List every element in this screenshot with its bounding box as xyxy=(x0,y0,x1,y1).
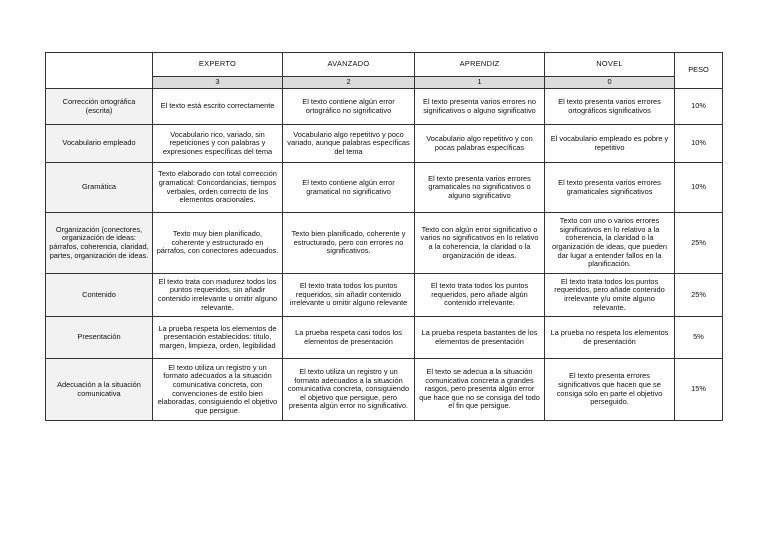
peso-value: 25% xyxy=(675,274,723,317)
descriptor-aprendiz: El texto se adecua a la situación comunicativa concreta a grandes rasgos, pero presenta algún error que hace que no se consiga del todo el fin que persigue. xyxy=(415,359,545,421)
peso-value: 5% xyxy=(675,317,723,359)
descriptor-experto: Vocabulario rico, variado, sin repeticiones y con palabras y expresiones específicas del tema xyxy=(153,125,283,163)
descriptor-experto: El texto está escrito correctamente xyxy=(153,89,283,125)
peso-value: 10% xyxy=(675,163,723,213)
table-row xyxy=(46,317,723,359)
descriptor-avanzado: El texto contiene algún error gramatical no significativo xyxy=(283,163,415,213)
criterion-label: Vocabulario empleado xyxy=(46,125,153,163)
descriptor-experto: El texto trata con madurez todos los puntos requeridos, sin añadir contenido irrelevante u omitir alguno relevante. xyxy=(153,274,283,317)
header-row xyxy=(46,53,723,77)
descriptor-aprendiz: Texto con algún error significativo o varios no significativos en lo relativo a la coherencia, la claridad o la organización de ideas. xyxy=(415,213,545,274)
descriptor-avanzado: Texto bien planificado, coherente y estructurado, pero con errores no significativos. xyxy=(283,213,415,274)
descriptor-novel: Texto con uno o varios errores significativos en lo relativo a la coherencia, la claridad o la organización de ideas, que pueden dar lugar a entender fallos en la planificación. xyxy=(545,213,675,274)
level-header-avanzado: AVANZADO xyxy=(283,53,415,77)
level-header-experto: EXPERTO xyxy=(153,53,283,77)
descriptor-experto: Texto elaborado con total corrección gramatical: Concordancias, tiempos verbales, orden correcto de los elementos oracionales. xyxy=(153,163,283,213)
descriptor-avanzado: La prueba respeta casi todos los elementos de presentación xyxy=(283,317,415,359)
criterion-label: Gramática xyxy=(46,163,153,213)
descriptor-avanzado: El texto contiene algún error ortográfico no significativo xyxy=(283,89,415,125)
descriptor-aprendiz: La prueba respeta bastantes de los elementos de presentación xyxy=(415,317,545,359)
descriptor-aprendiz: Vocabulario algo repetitivo y con pocas palabras específicas xyxy=(415,125,545,163)
descriptor-novel: El texto trata todos los puntos requeridos, pero añade contenido irrelevante y/u omite alguno relevante. xyxy=(545,274,675,317)
criterion-label: Contenido xyxy=(46,274,153,317)
peso-value: 15% xyxy=(675,359,723,421)
descriptor-avanzado: El texto utiliza un registro y un formato adecuados a la situación comunicativa concreta, consiguiendo el objetivo que persigue, pero presenta algún error no significativo. xyxy=(283,359,415,421)
descriptor-experto: La prueba respeta los elementos de presentación establecidos: título, margen, limpieza, orden, legibilidad xyxy=(153,317,283,359)
descriptor-novel: El texto presenta varios errores gramaticales significativos xyxy=(545,163,675,213)
descriptor-experto: El texto utiliza un registro y un formato adecuados a la situación comunicativa concreta, con convenciones de estilo bien elaboradas, consiguiendo el objetivo que persigue. xyxy=(153,359,283,421)
descriptor-aprendiz: El texto presenta varios errores no significativos o alguno significativo xyxy=(415,89,545,125)
descriptor-aprendiz: El texto presenta varios errores gramaticales no significativos o alguno significativo xyxy=(415,163,545,213)
score-aprendiz: 1 xyxy=(415,77,545,89)
table-row xyxy=(46,89,723,125)
peso-value: 10% xyxy=(675,89,723,125)
descriptor-avanzado: El texto trata todos los puntos requeridos, sin añadir contenido irrelevante u omitir alguno relevante xyxy=(283,274,415,317)
descriptor-aprendiz: El texto trata todos los puntos requeridos, pero añade algún contenido irrelevante. xyxy=(415,274,545,317)
corner-cell xyxy=(46,53,153,89)
table-row xyxy=(46,125,723,163)
criterion-label: Corrección ortográfica (escrita) xyxy=(46,89,153,125)
score-novel: 0 xyxy=(545,77,675,89)
table-row xyxy=(46,163,723,213)
descriptor-experto: Texto muy bien planificado, coherente y estructurado en párrafos, con conectores adecuados. xyxy=(153,213,283,274)
descriptor-novel: El texto presenta errores significativos que hacen que se consiga sólo en parte el objetivo perseguido. xyxy=(545,359,675,421)
descriptor-novel: La prueba no respeta los elementos de presentación xyxy=(545,317,675,359)
peso-value: 25% xyxy=(675,213,723,274)
criterion-label: Presentación xyxy=(46,317,153,359)
peso-value: 10% xyxy=(675,125,723,163)
criterion-label: Organización (conectores, organización de ideas: párrafos, coherencia, claridad, partes, organización de ideas. xyxy=(46,213,153,274)
descriptor-novel: El texto presenta varios errores ortográficos significativos xyxy=(545,89,675,125)
table-row xyxy=(46,274,723,317)
table-row xyxy=(46,359,723,421)
level-header-aprendiz: APRENDIZ xyxy=(415,53,545,77)
descriptor-novel: El vocabulario empleado es pobre y repetitivo xyxy=(545,125,675,163)
score-avanzado: 2 xyxy=(283,77,415,89)
rubric-table xyxy=(45,52,723,421)
table-row xyxy=(46,213,723,274)
descriptor-avanzado: Vocabulario algo repetitivo y poco variado, aunque palabras específicas del tema xyxy=(283,125,415,163)
score-experto: 3 xyxy=(153,77,283,89)
level-header-novel: NOVEL xyxy=(545,53,675,77)
criterion-label: Adecuación a la situación comunicativa xyxy=(46,359,153,421)
peso-header: PESO xyxy=(675,53,723,89)
